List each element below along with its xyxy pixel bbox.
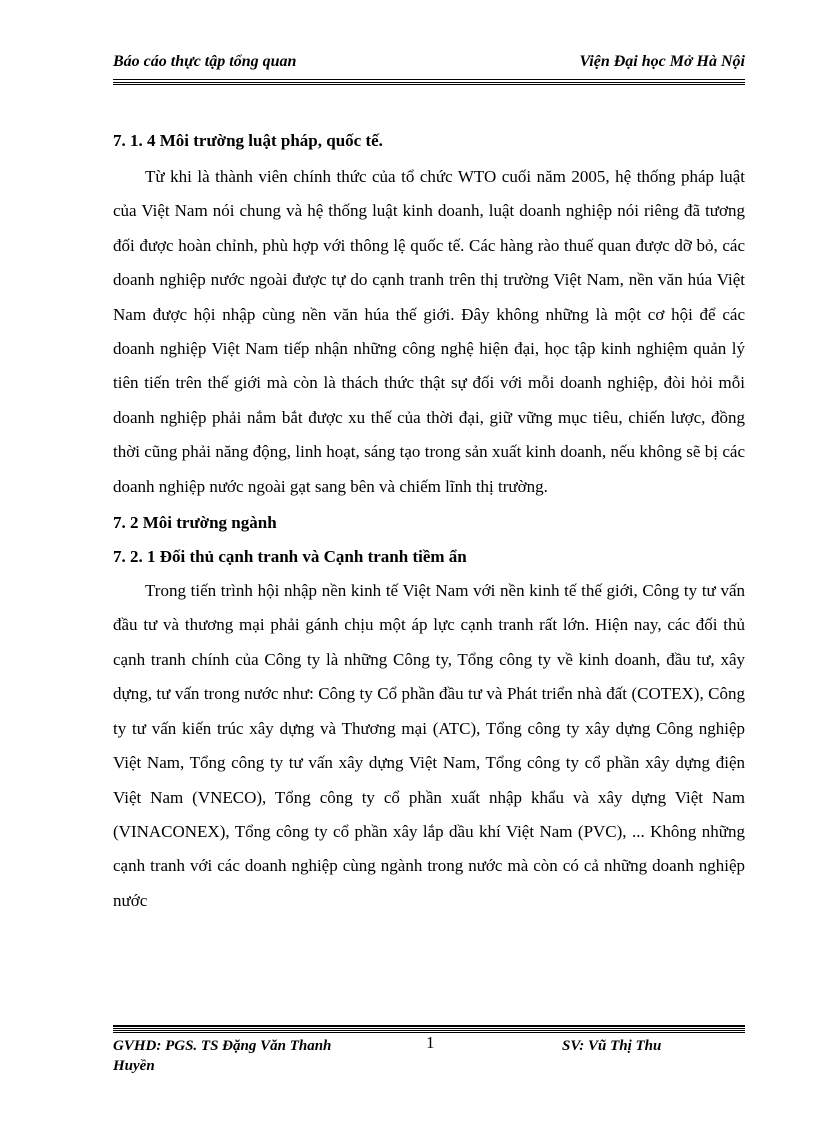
footer-student: SV: Vũ Thị Thu	[562, 1038, 662, 1054]
section-heading-7-2: 7. 2 Môi trường ngành	[113, 513, 277, 533]
document-body	[113, 124, 745, 918]
footer-supervisor: GVHD: PGS. TS Đặng Văn Thanh Huyền	[113, 1038, 332, 1074]
paragraph-legal-environment: Từ khi là thành viên chính thức của tổ chức WTO cuối năm 2005, hệ thống pháp luật của Việt Nam nói chung và hệ thống luật kinh doanh, luật doanh nghiệp nói riêng đã tương đối được hoàn chỉnh, phù hợp với thông lệ quốc tế. Các hàng rào thuế quan được dỡ bỏ, các doanh nghiệp nước ngoài được tự do cạnh tranh trên thị trường Việt Nam, nền văn húa Việt Nam được hội nhập cùng nền văn húa thế giới. Đây không những là một cơ hội để các doanh nghiệp Việt Nam tiếp nhận những công nghệ hiện đại, học tập kinh nghiệm quản lý tiên tiến trên thế giới mà còn là thách thức thật sự đối với mỗi doanh nghiệp, đòi hỏi mỗi doanh nghiệp phải nắm bắt được xu thế của thời đại, giữ vững mục tiêu, chiến lược, đồng thời cũng phải năng động, linh hoạt, sáng tạo trong sản xuất kinh doanh, nếu không sẽ bị các doanh nghiệp nước ngoài gạt sang bên và chiếm lĩnh thị trường.	[113, 167, 745, 496]
header-report-title: Báo cáo thực tập tổng quan	[113, 53, 297, 70]
section-heading-7-2-1: 7. 2. 1 Đối thủ cạnh tranh và Cạnh tranh tiềm ẩn	[113, 547, 467, 567]
header-institution: Viện Đại học Mở Hà Nội	[579, 53, 745, 70]
header-divider	[113, 79, 745, 85]
page-number: 1	[426, 1033, 435, 1052]
paragraph-competitors: Trong tiến trình hội nhập nền kinh tế Việt Nam với nền kinh tế thế giới, Công ty tư vấn đầu tư và thương mại phải gánh chịu một áp lực cạnh tranh rất lớn. Hiện nay, các đối thủ cạnh tranh chính của Công ty là những Công ty, Tổng công ty về kinh doanh, đầu tư, xây dựng, tư vấn trong nước như: Công ty Cổ phần đầu tư và Phát triển nhà đất (COTEX), Công ty tư vấn kiến trúc xây dựng và Thương mại (ATC), Tổng công ty xây dựng Công nghiệp Việt Nam, Tổng công ty tư vấn xây dựng Việt Nam, Tổng công ty cổ phần xây dựng điện Việt Nam (VNECO), Tổng công ty cổ phần xuất nhập khẩu và xây dựng Việt Nam (VINACONEX), Tổng công ty cổ phần xây lắp dầu khí Việt Nam (PVC), ... Không những cạnh tranh với các doanh nghiệp cùng ngành trong nước mà còn có cả những doanh nghiệp nước	[113, 581, 745, 910]
section-heading-7-1-4: 7. 1. 4 Môi trường luật pháp, quốc tế.	[113, 131, 383, 150]
footer-divider	[113, 1025, 745, 1033]
page-header	[113, 53, 745, 79]
